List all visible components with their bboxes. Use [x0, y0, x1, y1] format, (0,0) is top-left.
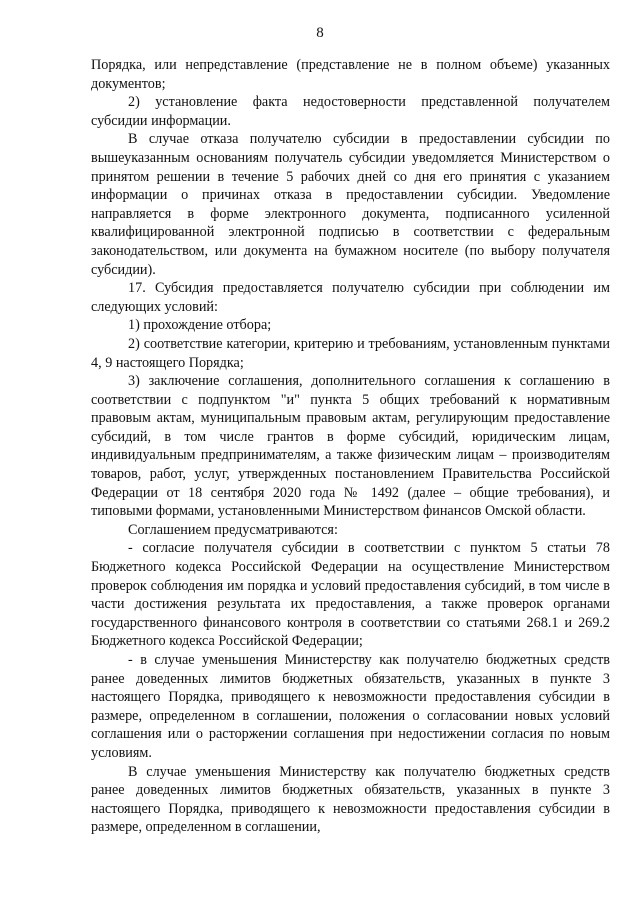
paragraph: В случае уменьшения Министерству как получателю бюджетных средств ранее доведенных лимитов бюджетных обязательств, указанных в пункте 3 настоящего Порядка, приводящего к невозможности предоставления субсидии в размере, определенном в соглашении,	[91, 763, 610, 836]
document-body	[91, 56, 610, 837]
paragraph: 3) заключение соглашения, дополнительного соглашения к соглашению в соответствии с подпунктом "и" пункта 5 общих требований к нормативным правовым актам, муниципальным правовым актам, регулирующим предоставление субсидий, в том числе грантов в форме субсидий, юридическим лицам, индивидуальным предпринимателям, а также физическим лицам – производителям товаров, работ, услуг, утвержденных постановлением Правительства Российской Федерации от 18 сентября 2020 года № 1492 (далее – общие требования), и типовыми формами, установленными Министерством финансов Омской области.	[91, 373, 610, 520]
paragraph: - согласие получателя субсидии в соответствии с пунктом 5 статьи 78 Бюджетного кодекса Российской Федерации на осуществление Министерством проверок соблюдения им порядка и условий предоставления субсидий, в том числе в части достижения результата их предоставления, а также проверок органами государственного финансового контроля в соответствии со статьями 268.1 и 269.2 Бюджетного кодекса Российской Федерации;	[91, 540, 610, 650]
paragraph: 2) соответствие категории, критерию и требованиям, установленным пунктами 4, 9 настоящего Порядка;	[91, 335, 610, 371]
paragraph: 17. Субсидия предоставляется получателю субсидии при соблюдении им следующих условий:	[91, 280, 610, 315]
page-number: 8	[316, 25, 324, 41]
paragraph: - в случае уменьшения Министерству как получателю бюджетных средств ранее доведенных лимитов бюджетных обязательств, указанных в пункте 3 настоящего Порядка, приводящего к невозможности предоставления субсидии в размере, определенном в соглашении, положения о согласовании новых условий соглашения или о расторжении соглашения при недостижении согласия по новым условиям.	[91, 652, 610, 761]
paragraph: Соглашением предусматриваются:	[128, 521, 338, 538]
paragraph: 2) установление факта недостоверности представленной получателем субсидии информации.	[91, 94, 610, 129]
paragraph: В случае отказа получателю субсидии в предоставлении субсидии по вышеуказанным основаниям получатель субсидии уведомляется Министерством о принятом решении в течение 5 рабочих дней со дня его принятия с указанием информации о причинах отказа в предоставлении субсидии. Уведомление направляется в форме электронного документа, подписанного усиленной квалифицированной электронной подписью в соответствии с федеральным законодательством, или документа на бумажном носителе (по выбору получателя субсидии).	[91, 131, 610, 278]
paragraph: 1) прохождение отбора;	[128, 317, 272, 334]
paragraph: Порядка, или непредставление (представление не в полном объеме) указанных документов;	[91, 57, 610, 92]
